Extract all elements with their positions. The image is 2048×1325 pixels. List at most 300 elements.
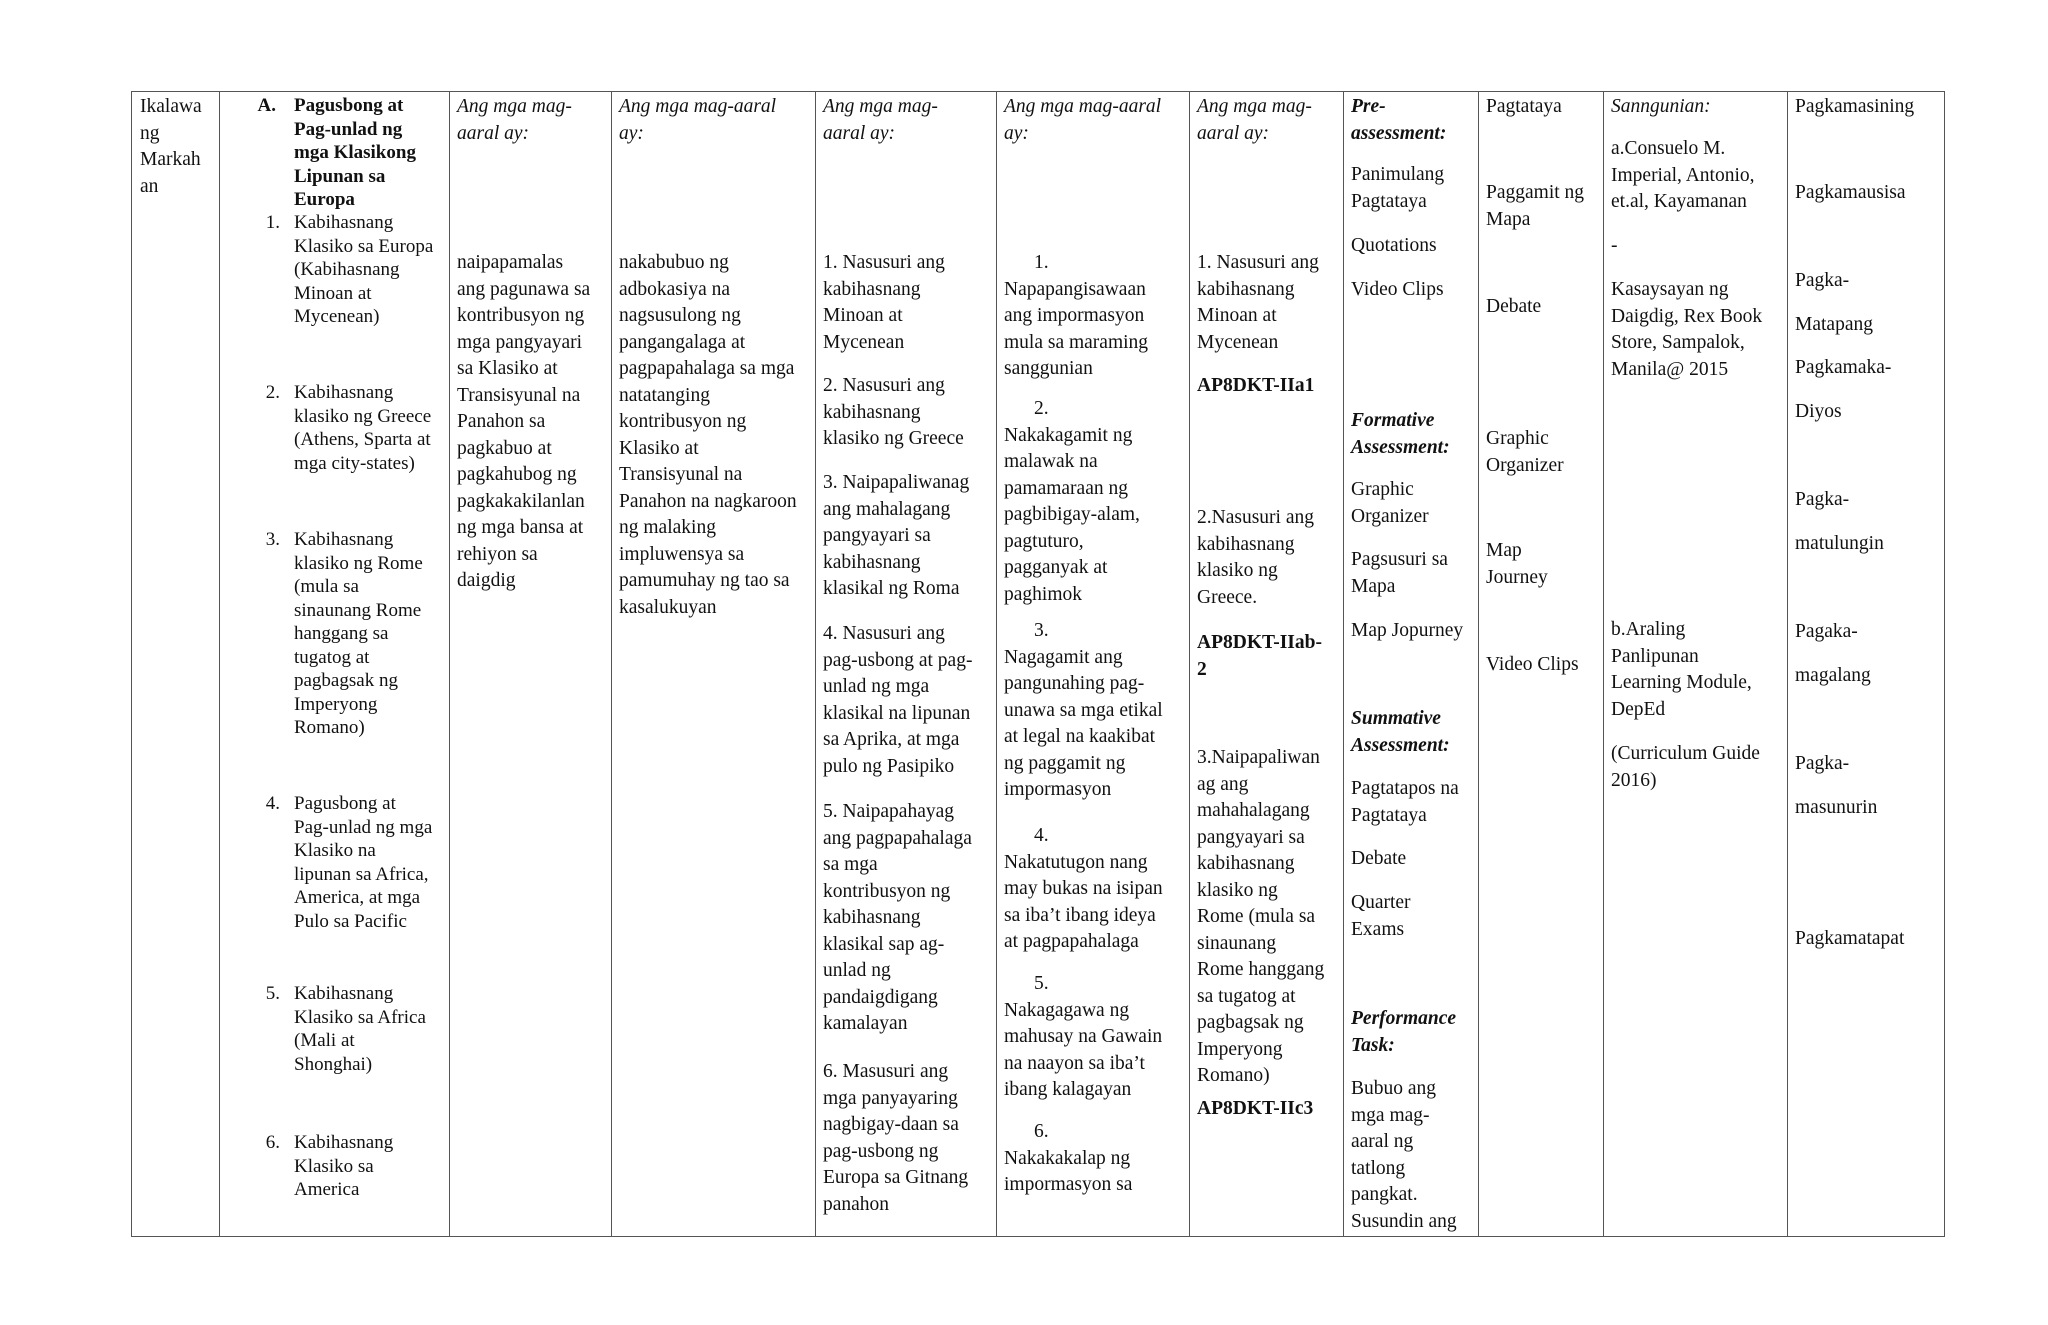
list-item bbox=[1795, 619, 1871, 689]
text-line: Mycenean bbox=[823, 331, 905, 353]
list-item bbox=[1004, 250, 1148, 383]
list-text: Pag-unlad ng mga bbox=[294, 816, 433, 838]
text-line: 6. Masusuri ang bbox=[823, 1061, 949, 1082]
text-line: Exams bbox=[1351, 918, 1405, 940]
content-heading: Pag-unlad ng bbox=[294, 118, 403, 140]
list-item bbox=[258, 982, 426, 1076]
text-line: kasalukuyan bbox=[619, 596, 717, 618]
text-line: 1. Nasusuri ang bbox=[823, 252, 945, 273]
list-text: Pagusbong at bbox=[294, 793, 396, 814]
list-text: Pulo sa Pacific bbox=[294, 910, 407, 932]
list-text: Klasiko sa Europa bbox=[294, 235, 434, 257]
text-line: Video Clips bbox=[1486, 654, 1579, 675]
text-line: Transisyunal na bbox=[457, 384, 581, 406]
text-line: et.al, Kayamanan bbox=[1611, 191, 1747, 212]
list-text: Klasiko sa bbox=[294, 1155, 374, 1177]
text-line: 5. Naipapahayag bbox=[823, 801, 955, 822]
text-line: ang mahalagang bbox=[823, 498, 951, 520]
competencies-cell bbox=[816, 92, 997, 1237]
list-item bbox=[1611, 617, 1752, 723]
text-line: Matapang bbox=[1795, 313, 1873, 335]
text-line: Romano) bbox=[1197, 1065, 1270, 1086]
column-header: aaral ay: bbox=[457, 122, 530, 144]
list-text: Minoan at bbox=[294, 282, 372, 304]
standard-text bbox=[619, 250, 797, 621]
text-line: kabihasnang bbox=[1197, 533, 1295, 555]
text-line: pangyayari sa bbox=[823, 525, 931, 546]
activities-cell bbox=[1479, 92, 1604, 1237]
list-text: mga city-states) bbox=[294, 452, 415, 474]
list-item bbox=[258, 381, 431, 475]
item-number: 1. bbox=[265, 212, 280, 233]
text-line: Minoan at bbox=[1197, 305, 1277, 326]
text-line: Daigdig, Rex Book bbox=[1611, 305, 1763, 327]
quarter-text: Ikalawa bbox=[140, 96, 202, 117]
text-line: Susundin ang bbox=[1351, 1210, 1457, 1232]
codes-cell bbox=[1190, 92, 1344, 1237]
text-line: Europa sa Gitnang bbox=[823, 1167, 969, 1188]
list-text: Kabihasnang bbox=[294, 212, 394, 233]
list-item bbox=[1351, 846, 1406, 873]
item-number: 3. bbox=[265, 529, 280, 550]
item-number: 3. bbox=[1034, 620, 1049, 641]
text-line: Pagtataya bbox=[1486, 96, 1562, 117]
list-text: (Mali at bbox=[294, 1030, 355, 1051]
item-number: 4. bbox=[1034, 825, 1049, 846]
text-line: 2. Nasusuri ang bbox=[823, 375, 945, 396]
text-line: Pagka- bbox=[1795, 270, 1850, 291]
text-line: Map Jopurney bbox=[1351, 620, 1464, 641]
list-text: Kabihasnang bbox=[294, 1132, 394, 1153]
text-line: Transisyunal na bbox=[619, 464, 743, 485]
text-line: kontribusyon ng bbox=[619, 411, 747, 432]
text-line: pangunahing pag- bbox=[1004, 673, 1145, 694]
list-item bbox=[1795, 268, 1873, 338]
list-text: America bbox=[294, 1179, 360, 1200]
list-text: Kabihasnang bbox=[294, 983, 394, 1004]
column-header: ay: bbox=[1004, 122, 1029, 144]
text-line: naipapamalas bbox=[457, 252, 564, 273]
list-text: (mula sa bbox=[294, 576, 359, 597]
column-header: Ang mga mag- bbox=[823, 96, 938, 117]
text-line: 4. Nasusuri ang bbox=[823, 623, 945, 644]
list-text: Kabihasnang bbox=[294, 529, 394, 550]
text-line: 2.Nasusuri ang bbox=[1197, 507, 1314, 528]
list-item bbox=[823, 373, 964, 453]
text-line: sa Klasiko at bbox=[457, 358, 558, 379]
standard-text bbox=[457, 250, 590, 595]
list-text: tugatog at bbox=[294, 646, 370, 668]
list-item bbox=[1004, 823, 1163, 956]
list-item bbox=[1351, 618, 1463, 645]
list-text: Klasiko sa Africa bbox=[294, 1006, 426, 1028]
list-item bbox=[1004, 1119, 1132, 1199]
text-line: ibang kalagayan bbox=[1004, 1079, 1132, 1100]
list-item bbox=[1351, 547, 1448, 600]
text-line: at pagpapahalaga bbox=[1004, 931, 1139, 952]
section-title: Pre- bbox=[1351, 96, 1386, 117]
text-line: sa iba’t ibang ideya bbox=[1004, 904, 1156, 926]
text-line: unawa sa mga etikal bbox=[1004, 699, 1163, 721]
text-line: DepEd bbox=[1611, 698, 1666, 720]
list-text: Kabihasnang bbox=[294, 382, 394, 403]
text-line: 1. Nasusuri ang bbox=[1197, 252, 1319, 273]
text-line: Klasiko at bbox=[619, 437, 699, 459]
heading-letter: A. bbox=[257, 95, 276, 116]
text-line: Kasaysayan ng bbox=[1611, 279, 1729, 300]
text-line: ng mga bansa at bbox=[457, 517, 584, 538]
column-header: Ang mga mag-aaral bbox=[1004, 96, 1162, 117]
list-item bbox=[823, 621, 972, 780]
text-line: Store, Sampalok, bbox=[1611, 332, 1745, 353]
text-line: kabihasnang bbox=[823, 401, 921, 423]
text-line: Minoan at bbox=[823, 305, 903, 326]
text-line: Map bbox=[1486, 540, 1522, 561]
text-line: sinaunang bbox=[1197, 932, 1277, 954]
text-line: Journey bbox=[1486, 566, 1548, 588]
text-line: Nakatutugon nang bbox=[1004, 851, 1148, 873]
text-line: nagsusulong ng bbox=[619, 305, 741, 326]
text-line: kabihasnang bbox=[823, 278, 921, 300]
text-line: matulungin bbox=[1795, 532, 1884, 554]
section-title: Formative bbox=[1351, 410, 1435, 431]
resources-cell bbox=[1604, 92, 1788, 1237]
text-line: kontribusyon ng bbox=[823, 880, 951, 902]
list-item bbox=[1351, 890, 1411, 943]
text-line: Pagkamasining bbox=[1795, 96, 1915, 117]
text-line: unlad ng mga bbox=[823, 676, 930, 697]
list-text: Klasiko na bbox=[294, 840, 376, 861]
text-line: pagbibigay-alam, bbox=[1004, 504, 1140, 525]
column-header: Ang mga mag- bbox=[457, 96, 572, 117]
text-line: pamamaraan ng bbox=[1004, 477, 1128, 499]
text-line: Nagagamit ang bbox=[1004, 646, 1123, 668]
list-item bbox=[1611, 741, 1760, 794]
list-item bbox=[1795, 487, 1884, 557]
list-text: (Athens, Sparta at bbox=[294, 429, 431, 450]
item-number: 6. bbox=[1034, 1121, 1049, 1142]
section-title: Summative bbox=[1351, 708, 1441, 729]
text-line: kontribusyon ng bbox=[457, 305, 585, 326]
text-line: nakabubuo ng bbox=[619, 252, 729, 273]
list-text: klasiko ng Greece bbox=[294, 405, 432, 427]
standard-cell bbox=[612, 92, 816, 1237]
text-line: Mycenean bbox=[1197, 331, 1279, 353]
list-text: hanggang sa bbox=[294, 623, 389, 644]
list-item bbox=[258, 1131, 393, 1202]
list-item bbox=[1197, 250, 1319, 356]
text-line: Graphic bbox=[1486, 428, 1549, 449]
list-item bbox=[1351, 776, 1459, 829]
text-line: Bubuo ang bbox=[1351, 1078, 1437, 1099]
text-line: (Curriculum Guide bbox=[1611, 743, 1760, 764]
text-line: pamumuhay ng tao sa bbox=[619, 570, 790, 591]
text-line: Organizer bbox=[1351, 505, 1429, 527]
text-line: pangangalaga at bbox=[619, 331, 746, 353]
list-item bbox=[1197, 505, 1314, 611]
text-line: ang pagunawa sa bbox=[457, 278, 591, 300]
list-item bbox=[1004, 971, 1162, 1104]
list-item bbox=[1486, 538, 1548, 591]
text-line: kabihasnang bbox=[823, 551, 921, 573]
section-title: Performance bbox=[1351, 1008, 1457, 1029]
text-line: kabihasnang bbox=[1197, 278, 1295, 300]
assessment-cell bbox=[1344, 92, 1479, 1237]
text-line: Mapa bbox=[1486, 208, 1531, 230]
item-number: 6. bbox=[265, 1132, 280, 1153]
list-item bbox=[1611, 277, 1762, 383]
list-item bbox=[1795, 926, 1904, 953]
text-line: ag ang bbox=[1197, 773, 1249, 795]
list-item bbox=[1197, 745, 1324, 1090]
text-line: na naayon sa iba’t bbox=[1004, 1052, 1145, 1074]
text-line: Napapangisawaan bbox=[1004, 278, 1146, 300]
text-line: Panahon sa bbox=[457, 411, 546, 432]
list-item bbox=[1004, 396, 1140, 608]
item-number: 1. bbox=[1034, 252, 1049, 273]
text-line: impluwensya sa bbox=[619, 543, 745, 565]
text-line: impormasyon bbox=[1004, 779, 1112, 800]
text-line: impormasyon sa bbox=[1004, 1174, 1133, 1195]
section-title: Assessment: bbox=[1351, 436, 1450, 458]
content-heading: Pagusbong at bbox=[294, 95, 404, 116]
list-item bbox=[258, 211, 433, 329]
item-number: 4. bbox=[265, 793, 280, 814]
list-item bbox=[1795, 751, 1877, 821]
text-line: pagkahubog ng bbox=[457, 464, 577, 485]
text-line: Pagtataya bbox=[1351, 190, 1427, 212]
text-line: daigdig bbox=[457, 570, 516, 591]
text-line: 3.Naipapaliwan bbox=[1197, 747, 1320, 768]
text-line: Learning Module, bbox=[1611, 672, 1752, 693]
text-line: Greece. bbox=[1197, 586, 1258, 608]
text-line: Quarter bbox=[1351, 892, 1411, 913]
text-line: Imperial, Antonio, bbox=[1611, 164, 1755, 186]
text-line: 2016) bbox=[1611, 769, 1657, 791]
competency-code: AP8DKT-IIc3 bbox=[1197, 1098, 1314, 1119]
text-line: ang impormasyon bbox=[1004, 305, 1145, 326]
text-line: mula sa maraming bbox=[1004, 331, 1149, 353]
curriculum-guide-table bbox=[131, 91, 1945, 1237]
text-line: pagtuturo, bbox=[1004, 530, 1084, 552]
text-line: Pagka- bbox=[1795, 753, 1850, 774]
text-line: Diyos bbox=[1795, 400, 1842, 422]
section-title: Sanngunian: bbox=[1611, 96, 1711, 117]
column-header: aaral ay: bbox=[823, 122, 896, 144]
text-line: Nakakakalap ng bbox=[1004, 1147, 1131, 1169]
item-number: 5. bbox=[1034, 973, 1049, 994]
text-line: pangkat. bbox=[1351, 1184, 1418, 1205]
list-item bbox=[1351, 233, 1437, 260]
list-item bbox=[1795, 355, 1891, 425]
section-title: assessment: bbox=[1351, 122, 1447, 144]
text-line: pag-usbong at pag- bbox=[823, 649, 973, 671]
text-line: malawak na bbox=[1004, 451, 1098, 472]
content-cell bbox=[220, 92, 450, 1237]
text-line: b.Araling bbox=[1611, 619, 1686, 640]
list-text: Romano) bbox=[294, 717, 365, 738]
column-header: ay: bbox=[619, 122, 644, 144]
text-line: mga panyayaring bbox=[823, 1087, 958, 1109]
text-line: at legal na kaakibat bbox=[1004, 726, 1156, 747]
text-line: kamalayan bbox=[823, 1013, 908, 1034]
text-line: Pagsusuri sa bbox=[1351, 549, 1448, 570]
content-heading: Europa bbox=[294, 189, 355, 210]
text-line: panahon bbox=[823, 1193, 890, 1215]
text-line: Paggamit ng bbox=[1486, 182, 1585, 203]
text-line: Debate bbox=[1351, 848, 1407, 869]
text-line: pagganyak at bbox=[1004, 557, 1108, 578]
list-text: Shonghai) bbox=[294, 1053, 373, 1075]
list-text: lipunan sa Africa, bbox=[294, 863, 429, 885]
text-line: ng malaking bbox=[619, 517, 716, 538]
list-text: America, at mga bbox=[294, 887, 421, 908]
table-row bbox=[132, 92, 1945, 1237]
text-line: Pagka- bbox=[1795, 489, 1850, 510]
text-line: kabihasnang bbox=[1197, 853, 1295, 874]
text-line: tatlong bbox=[1351, 1157, 1406, 1179]
quarter-text: Markah bbox=[140, 149, 201, 170]
text-line: Rome (mula sa bbox=[1197, 906, 1316, 927]
text-line: masunurin bbox=[1795, 796, 1878, 818]
text-line: a.Consuelo M. bbox=[1611, 138, 1726, 159]
list-item bbox=[1351, 277, 1444, 304]
text-line: Rome hanggang bbox=[1197, 959, 1325, 980]
list-item bbox=[1351, 1076, 1457, 1235]
text-line: Manila@ 2015 bbox=[1611, 358, 1729, 380]
text-line: Pagtataya bbox=[1351, 804, 1427, 826]
list-item bbox=[823, 799, 972, 1038]
list-item bbox=[823, 1059, 968, 1218]
text-line: kabihasnang bbox=[823, 907, 921, 928]
column-header: Ang mga mag- bbox=[1197, 96, 1312, 117]
list-item bbox=[1351, 162, 1444, 215]
item-number: 5. bbox=[265, 983, 280, 1004]
text-line: sa tugatog at bbox=[1197, 985, 1296, 1007]
quarter-text: ng bbox=[140, 122, 160, 144]
text-line: aaral ng bbox=[1351, 1131, 1414, 1152]
text-line: natatanging bbox=[619, 384, 710, 406]
list-item bbox=[1486, 652, 1579, 679]
text-line: Nakakagamit ng bbox=[1004, 424, 1133, 446]
text-line: sa Aprika, at mga bbox=[823, 729, 960, 750]
list-text: (Kabihasnang bbox=[294, 259, 400, 280]
text-line: pagpapahalaga sa mga bbox=[619, 358, 795, 379]
text-line: klasikal ng Roma bbox=[823, 578, 960, 599]
text-line: 3. Naipapaliwanag bbox=[823, 472, 970, 493]
list-item bbox=[258, 792, 432, 933]
text-line: Pagkamaka- bbox=[1795, 357, 1892, 378]
text-line: klasiko ng bbox=[1197, 879, 1278, 901]
text-line: Organizer bbox=[1486, 454, 1564, 476]
list-item bbox=[1611, 136, 1755, 216]
text-line: klasiko ng bbox=[1197, 560, 1278, 581]
text-line: Nakagagawa ng bbox=[1004, 999, 1130, 1021]
text-line: klasiko ng Greece bbox=[823, 428, 964, 449]
text-line: Graphic bbox=[1351, 479, 1414, 500]
list-item bbox=[1486, 94, 1562, 121]
text-line: pangyayari sa bbox=[1197, 826, 1305, 848]
skills-cell bbox=[997, 92, 1190, 1237]
text-line: paghimok bbox=[1004, 583, 1082, 605]
text-line: pag-usbong ng bbox=[823, 1140, 939, 1162]
column-header: aaral ay: bbox=[1197, 122, 1270, 144]
competency-code: AP8DKT-IIab- bbox=[1197, 632, 1322, 653]
item-number: 2. bbox=[265, 382, 280, 403]
content-heading: Lipunan sa bbox=[294, 165, 386, 187]
text-line: unlad ng bbox=[823, 960, 891, 981]
text-line: pandaigdigang bbox=[823, 986, 938, 1008]
list-text: pagbagsak ng bbox=[294, 670, 398, 691]
competency-code: 2 bbox=[1197, 658, 1207, 680]
text-line: klasikal sap ag- bbox=[823, 933, 945, 955]
section-title: Assessment: bbox=[1351, 734, 1450, 756]
competency-code: AP8DKT-IIa1 bbox=[1197, 375, 1315, 396]
list-item bbox=[1795, 180, 1905, 207]
item-number: 2. bbox=[1034, 398, 1049, 419]
list-text: Mycenean) bbox=[294, 306, 380, 327]
text-line: klasikal na lipunan bbox=[823, 702, 971, 724]
text-line: adbokasiya na bbox=[619, 278, 731, 300]
text-line: sanggunian bbox=[1004, 358, 1093, 379]
text-line: ang pagpapahalaga bbox=[823, 827, 972, 849]
text-line: Pagkamatapat bbox=[1795, 928, 1905, 949]
text-line: ng paggamit ng bbox=[1004, 752, 1126, 774]
text-line: sa mga bbox=[823, 854, 878, 875]
column-header: Ang mga mag-aaral bbox=[619, 96, 777, 117]
text-line: mga mag- bbox=[1351, 1104, 1430, 1126]
text-line: nagbigay-daan sa bbox=[823, 1114, 959, 1135]
text-line: mga pangyayari bbox=[457, 331, 583, 353]
list-item bbox=[1486, 426, 1564, 479]
text-line: Imperyong bbox=[1197, 1038, 1283, 1060]
list-text: Imperyong bbox=[294, 693, 378, 715]
list-item bbox=[823, 470, 969, 603]
list-item bbox=[258, 528, 423, 740]
text-line: Panahon na nagkaroon bbox=[619, 490, 797, 512]
list-item bbox=[1351, 477, 1429, 530]
list-item bbox=[1486, 294, 1541, 321]
list-item bbox=[1004, 618, 1163, 804]
text-line: mahusay na Gawain bbox=[1004, 1026, 1163, 1047]
text-line: Pagkamausisa bbox=[1795, 182, 1906, 203]
list-item bbox=[1795, 94, 1914, 121]
content-heading: mga Klasikong bbox=[294, 142, 416, 163]
text-line: Video Clips bbox=[1351, 279, 1444, 300]
text-line: Panlipunan bbox=[1611, 645, 1699, 667]
section-title: Task: bbox=[1351, 1034, 1395, 1056]
text-line: Pagtatapos na bbox=[1351, 778, 1459, 799]
text-line: Mapa bbox=[1351, 575, 1396, 597]
text-line: rehiyon sa bbox=[457, 543, 538, 565]
text-line: pulo ng Pasipiko bbox=[823, 755, 955, 777]
text-line: Panimulang bbox=[1351, 164, 1445, 185]
text-line: magalang bbox=[1795, 664, 1871, 686]
text-line: Debate bbox=[1486, 296, 1542, 317]
values-cell bbox=[1788, 92, 1945, 1237]
list-text: sinaunang Rome bbox=[294, 599, 422, 621]
quarter-text: an bbox=[140, 175, 159, 197]
dash-separator: - bbox=[1611, 235, 1618, 256]
quarter-cell bbox=[132, 92, 220, 1237]
text-line: pagkakakilanlan bbox=[457, 490, 585, 512]
list-item bbox=[823, 250, 945, 356]
list-item bbox=[1486, 180, 1584, 233]
text-line: pagbagsak ng bbox=[1197, 1012, 1304, 1033]
text-line: mahahalagang bbox=[1197, 800, 1310, 821]
text-line: Pagaka- bbox=[1795, 621, 1858, 642]
list-text: klasiko ng Rome bbox=[294, 552, 423, 574]
